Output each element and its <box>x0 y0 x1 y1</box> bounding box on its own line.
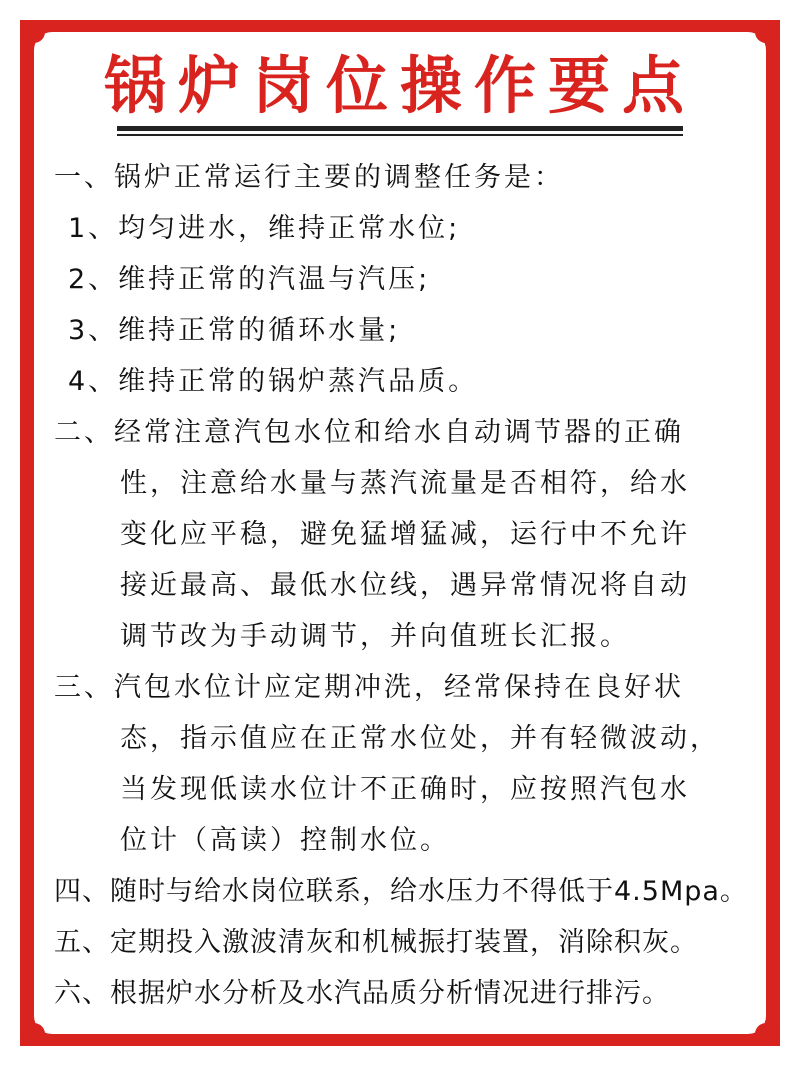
section-2-line-3: 变化应平稳，避免猛增猛减，运行中不允许 <box>120 519 690 550</box>
section-1-item-4: 4、维持正常的锅炉蒸汽品质。 <box>68 366 479 397</box>
section-2-line-2: 性，注意给水量与蒸汽流量是否相符，给水 <box>120 468 690 499</box>
section-2-line-4: 接近最高、最低水位线，遇异常情况将自动 <box>120 570 690 601</box>
section-1-item-1: 1、均匀进水，维持正常水位; <box>68 213 461 244</box>
section-3-line-1: 三、汽包水位计应定期冲洗，经常保持在良好状 <box>54 672 684 703</box>
section-2-line-1: 二、经常注意汽包水位和给水自动调节器的正确 <box>54 417 684 448</box>
section-3-line-2: 态，指示值应在正常水位处，并有轻微波动， <box>120 723 720 754</box>
page-title: 锅炉岗位操作要点 <box>103 49 696 122</box>
section-5: 五、定期投入激波清灰和机械振打装置，消除积灰。 <box>54 927 698 958</box>
section-3-line-3: 当发现低读水位计不正确时，应按照汽包水 <box>120 774 690 805</box>
section-1-item-2: 2、维持正常的汽温与汽压; <box>68 264 431 295</box>
title-underline-thin <box>117 134 683 136</box>
section-1-heading: 一、锅炉正常运行主要的调整任务是： <box>54 162 564 193</box>
title-underline-thick <box>117 126 683 131</box>
frame-corner-bottom-right <box>755 1023 777 1045</box>
section-2-line-5: 调节改为手动调节，并向值班长汇报。 <box>120 621 630 652</box>
frame-corner-top-right <box>755 21 777 43</box>
section-6: 六、根据炉水分析及水汽品质分析情况进行排污。 <box>54 978 670 1009</box>
frame-corner-bottom-left <box>23 1023 45 1045</box>
frame-corner-top-left <box>23 21 45 43</box>
section-1-item-3: 3、维持正常的循环水量; <box>68 315 401 346</box>
procedure-list <box>54 152 754 1019</box>
section-4: 四、随时与给水岗位联系，给水压力不得低于4.5Mpa。 <box>54 876 748 907</box>
section-3-line-4: 位计（高读）控制水位。 <box>120 825 450 856</box>
